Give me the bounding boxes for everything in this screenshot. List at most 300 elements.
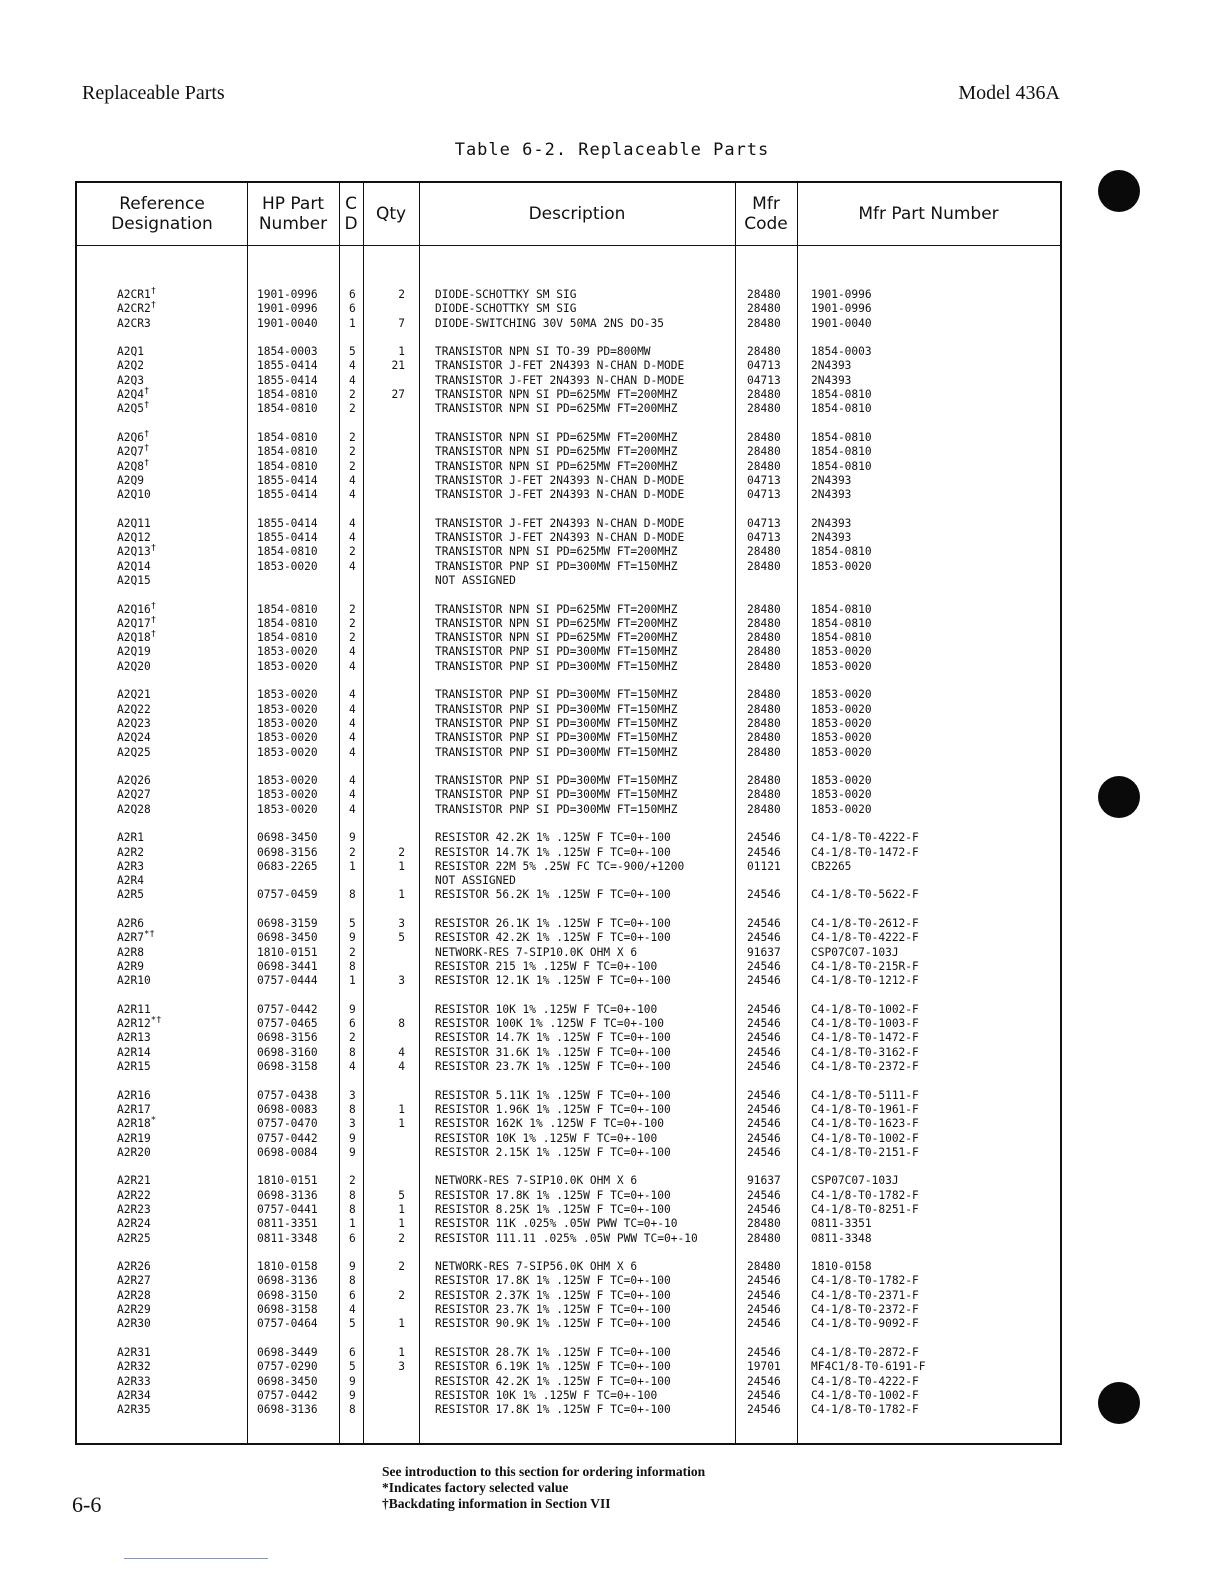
reference-designation-cell: [117, 1360, 151, 1374]
reference-designation-cell: [117, 1346, 151, 1360]
hp-part-number-cell: 1853-0020: [257, 688, 318, 702]
table-row: [77, 1189, 1064, 1203]
hp-part-number-cell: 1854-0810: [257, 459, 318, 473]
mfr-code-cell: 24546: [747, 1045, 781, 1059]
header-rule: [77, 245, 1060, 246]
reference-text: A2Q26: [117, 774, 151, 788]
table-row: [77, 402, 1064, 416]
footnote-mark: †: [143, 386, 150, 397]
reference-designation-cell: [117, 1031, 151, 1045]
hp-part-number-cell: 0698-3136: [257, 1188, 318, 1202]
quantity-cell: 7: [398, 316, 405, 330]
check-digit-cell: 2: [349, 402, 356, 416]
check-digit-cell: 6: [349, 1288, 356, 1302]
check-digit-cell: 2: [349, 845, 356, 859]
mfr-code-cell: 24546: [747, 845, 781, 859]
mfr-code-cell: 24546: [747, 1317, 781, 1331]
table-row: [77, 645, 1064, 659]
hp-part-number-cell: 1855-0414: [257, 473, 318, 487]
mfr-part-number-cell: C4-1/8-T0-5622-F: [811, 888, 919, 902]
hp-part-number-cell: 1854-0810: [257, 545, 318, 559]
reference-designation-cell: [117, 788, 151, 802]
check-digit-cell: 2: [349, 1174, 356, 1188]
description-cell: RESISTOR 1.96K 1% .125W F TC=0+-100: [435, 1102, 671, 1116]
reference-designation-cell: [117, 1375, 151, 1389]
check-digit-cell: 4: [349, 774, 356, 788]
reference-text: A2Q25: [117, 745, 151, 759]
reference-text: A2R4: [117, 874, 144, 888]
footnote-factory-selected: *Indicates factory selected value: [382, 1480, 569, 1495]
mfr-code-cell: 24546: [747, 1017, 781, 1031]
table-row: [77, 1360, 1064, 1374]
quantity-cell: 21: [391, 359, 405, 373]
reference-text: A2Q15: [117, 573, 151, 587]
footnote-mark: †: [150, 629, 157, 640]
reference-text: A2R10: [117, 974, 151, 988]
mfr-code-cell: 91637: [747, 945, 781, 959]
mfr-part-number-cell: 1854-0810: [811, 445, 872, 459]
table-title: Table 6-2. Replaceable Parts: [454, 140, 770, 160]
check-digit-cell: 9: [349, 1374, 356, 1388]
description-cell: RESISTOR 2.15K 1% .125W F TC=0+-100: [435, 1145, 671, 1159]
footnote-mark: †: [150, 600, 157, 611]
reference-text: A2R20: [117, 1145, 151, 1159]
table-row: [77, 545, 1064, 559]
reference-text: A2Q4: [117, 388, 144, 402]
mfr-part-number-cell: C4-1/8-T0-1782-F: [811, 1274, 919, 1288]
reference-designation-cell: [117, 703, 151, 717]
mfr-code-cell: 24546: [747, 1131, 781, 1145]
mfr-code-cell: 28480: [747, 802, 781, 816]
hp-part-number-cell: 0757-0459: [257, 888, 318, 902]
table-row: [77, 388, 1064, 402]
mfr-part-number-cell: 1854-0810: [811, 388, 872, 402]
mfr-code-cell: 28480: [747, 302, 781, 316]
quantity-cell: 1: [398, 1102, 405, 1116]
hp-part-number-cell: 0698-3156: [257, 1031, 318, 1045]
reference-designation-cell: [117, 1274, 151, 1288]
hp-part-number-cell: 1854-0810: [257, 445, 318, 459]
check-digit-cell: 5: [349, 917, 356, 931]
reference-designation-cell: [117, 1174, 151, 1188]
mfr-code-cell: 28480: [747, 345, 781, 359]
quantity-cell: 1: [398, 1117, 405, 1131]
mfr-part-number-cell: 2N4393: [811, 373, 852, 387]
check-digit-cell: 2: [349, 616, 356, 630]
table-row: [77, 746, 1064, 760]
check-digit-cell: 2: [349, 445, 356, 459]
reference-text: A2Q5: [117, 402, 144, 416]
description-cell: RESISTOR 17.8K 1% .125W F TC=0+-100: [435, 1274, 671, 1288]
table-row: [77, 788, 1064, 802]
description-cell: RESISTOR 90.9K 1% .125W F TC=0+-100: [435, 1317, 671, 1331]
check-digit-cell: 4: [349, 788, 356, 802]
mfr-code-cell: 28480: [747, 430, 781, 444]
description-cell: RESISTOR 56.2K 1% .125W F TC=0+-100: [435, 888, 671, 902]
table-row: [77, 946, 1064, 960]
description-cell: TRANSISTOR PNP SI PD=300MW FT=150MHZ: [435, 774, 678, 788]
mfr-code-cell: 28480: [747, 631, 781, 645]
reference-text: A2R28: [117, 1288, 151, 1302]
check-digit-cell: 5: [349, 345, 356, 359]
reference-designation-cell: [117, 831, 144, 845]
description-cell: TRANSISTOR NPN SI PD=625MW FT=200MHZ: [435, 616, 678, 630]
reference-designation-cell: [117, 1017, 162, 1031]
mfr-part-number-cell: C4-1/8-T0-2612-F: [811, 917, 919, 931]
check-digit-cell: 4: [349, 1060, 356, 1074]
table-row: [77, 617, 1064, 631]
hp-part-number-cell: 0698-3136: [257, 1403, 318, 1417]
check-digit-cell: 2: [349, 945, 356, 959]
reference-designation-cell: [117, 1403, 151, 1417]
check-digit-cell: 2: [349, 602, 356, 616]
reference-designation-cell: [117, 574, 151, 588]
hp-part-number-cell: 0757-0438: [257, 1088, 318, 1102]
table-row: [77, 431, 1064, 445]
reference-text: A2Q7: [117, 445, 144, 459]
table-row: [77, 317, 1064, 331]
check-digit-cell: 4: [349, 531, 356, 545]
mfr-part-number-cell: 1854-0003: [811, 345, 872, 359]
hp-part-number-cell: 1901-0040: [257, 316, 318, 330]
table-row: [77, 1089, 1064, 1103]
description-cell: RESISTOR 100K 1% .125W F TC=0+-100: [435, 1017, 665, 1031]
table-row: [77, 531, 1064, 545]
check-digit-cell: 8: [349, 1203, 356, 1216]
reference-designation-cell: [117, 931, 155, 945]
mfr-part-number-cell: C4-1/8-T0-1002-F: [811, 1131, 919, 1145]
description-cell: TRANSISTOR NPN SI TO-39 PD=800MW: [435, 345, 651, 359]
check-digit-cell: 4: [349, 516, 356, 530]
quantity-cell: 4: [398, 1060, 405, 1074]
mfr-part-number-cell: 1853-0020: [811, 645, 872, 659]
reference-designation-cell: [117, 560, 151, 574]
reference-text: A2Q6: [117, 430, 144, 444]
mfr-code-cell: 24546: [747, 1403, 781, 1417]
description-cell: RESISTOR 162K 1% .125W F TC=0+-100: [435, 1117, 665, 1131]
table-row: [77, 917, 1064, 931]
reference-text: A2R2: [117, 845, 144, 859]
footnote-mark: †: [143, 457, 150, 468]
table-row: [77, 846, 1064, 860]
hp-part-number-cell: 1854-0810: [257, 402, 318, 416]
reference-text: A2R27: [117, 1274, 151, 1288]
mfr-code-cell: 28480: [747, 702, 781, 716]
reference-designation-cell: [117, 359, 144, 373]
reference-text: A2CR1: [117, 288, 151, 301]
check-digit-cell: 2: [349, 388, 356, 402]
check-digit-cell: 9: [349, 1131, 356, 1145]
reference-designation-cell: [117, 1317, 151, 1331]
reference-designation-cell: [117, 1389, 151, 1403]
table-row: [77, 457, 1064, 474]
mfr-code-cell: 28480: [747, 688, 781, 702]
mfr-part-number-cell: C4-1/8-T0-9092-F: [811, 1317, 919, 1331]
reference-text: A2R17: [117, 1102, 151, 1116]
mfr-code-cell: 28480: [747, 445, 781, 459]
mfr-part-number-cell: C4-1/8-T0-1623-F: [811, 1117, 919, 1131]
table-row: [77, 1274, 1064, 1288]
quantity-cell: 1: [398, 1345, 405, 1359]
description-cell: RESISTOR 17.8K 1% .125W F TC=0+-100: [435, 1403, 671, 1417]
footnote-mark: †: [150, 543, 157, 554]
description-cell: RESISTOR 215 1% .125W F TC=0+-100: [435, 959, 658, 973]
check-digit-cell: 9: [349, 1260, 356, 1274]
description-cell: TRANSISTOR J-FET 2N4393 N-CHAN D-MODE: [435, 359, 685, 373]
table-row: [77, 474, 1064, 488]
quantity-cell: 5: [398, 931, 405, 945]
reference-text: A2R22: [117, 1188, 151, 1202]
table-row: [77, 1146, 1064, 1160]
table-row: [77, 703, 1064, 717]
reference-text: A2R26: [117, 1260, 151, 1274]
reference-designation-cell: [117, 317, 151, 331]
description-cell: TRANSISTOR J-FET 2N4393 N-CHAN D-MODE: [435, 531, 685, 545]
table-row: [77, 1031, 1064, 1045]
hp-part-number-cell: 0757-0442: [257, 1002, 318, 1016]
reference-designation-cell: [117, 888, 144, 902]
mfr-code-cell: 28480: [747, 1260, 781, 1274]
mfr-part-number-cell: 1854-0810: [811, 545, 872, 559]
quantity-cell: 8: [398, 1017, 405, 1031]
mfr-code-cell: 24546: [747, 1203, 781, 1216]
description-cell: RESISTOR 22M 5% .25W FC TC=-900/+1200: [435, 859, 685, 873]
reference-text: A2R5: [117, 888, 144, 902]
description-cell: RESISTOR 10K 1% .125W F TC=0+-100: [435, 1131, 658, 1145]
table-row: [77, 1217, 1064, 1231]
quantity-cell: 1: [398, 888, 405, 902]
reference-designation-cell: [117, 717, 151, 731]
quantity-cell: 1: [398, 345, 405, 359]
mfr-part-number-cell: C4-1/8-T0-2372-F: [811, 1060, 919, 1074]
mfr-part-number-cell: C4-1/8-T0-2872-F: [811, 1345, 919, 1359]
reference-designation-cell: [117, 860, 144, 874]
hp-part-number-cell: 0698-3158: [257, 1060, 318, 1074]
running-header-left: Replaceable Parts: [82, 82, 225, 104]
reference-text: A2R14: [117, 1045, 151, 1059]
reference-text: A2R31: [117, 1345, 151, 1359]
reference-text: A2Q1: [117, 345, 144, 359]
hp-part-number-cell: 0811-3348: [257, 1231, 318, 1245]
mfr-part-number-cell: 1810-0158: [811, 1260, 872, 1274]
mfr-code-cell: 28480: [747, 616, 781, 630]
description-cell: TRANSISTOR PNP SI PD=300MW FT=150MHZ: [435, 659, 678, 673]
description-cell: TRANSISTOR NPN SI PD=625MW FT=200MHZ: [435, 430, 678, 444]
table-row: [77, 517, 1064, 531]
check-digit-cell: 4: [349, 688, 356, 702]
reference-text: A2Q24: [117, 731, 151, 745]
hp-part-number-cell: 1854-0810: [257, 616, 318, 630]
hp-part-number-cell: 0698-3441: [257, 959, 318, 973]
mfr-code-cell: 28480: [747, 716, 781, 730]
hp-part-number-cell: 1901-0996: [257, 302, 318, 316]
mfr-part-number-cell: 1901-0996: [811, 288, 872, 301]
mfr-code-cell: 24546: [747, 917, 781, 931]
hp-part-number-cell: 0757-0470: [257, 1117, 318, 1131]
hp-part-number-cell: 0698-0083: [257, 1102, 318, 1116]
mfr-part-number-cell: 2N4393: [811, 488, 852, 502]
reference-designation-cell: [117, 457, 150, 474]
hp-part-number-cell: 1854-0810: [257, 388, 318, 402]
description-cell: RESISTOR 10K 1% .125W F TC=0+-100: [435, 1002, 658, 1016]
check-digit-cell: 6: [349, 1017, 356, 1031]
reference-text: A2R24: [117, 1217, 151, 1231]
reference-designation-cell: [117, 488, 151, 502]
reference-text: A2R3: [117, 859, 144, 873]
mfr-part-number-cell: 1853-0020: [811, 659, 872, 673]
table-row: [77, 860, 1064, 874]
reference-designation-cell: [117, 545, 156, 559]
mfr-code-cell: 04713: [747, 359, 781, 373]
hp-part-number-cell: 0757-0290: [257, 1360, 318, 1374]
check-digit-cell: 8: [349, 1403, 356, 1417]
mfr-part-number-cell: 1853-0020: [811, 702, 872, 716]
description-cell: RESISTOR 26.1K 1% .125W F TC=0+-100: [435, 917, 671, 931]
table-row: [77, 359, 1064, 373]
mfr-code-cell: 04713: [747, 373, 781, 387]
reference-text: A2R21: [117, 1174, 151, 1188]
mfr-code-cell: 28480: [747, 559, 781, 573]
hp-part-number-cell: 1854-0003: [257, 345, 318, 359]
check-digit-cell: 1: [349, 1217, 356, 1231]
mfr-part-number-cell: 1901-0996: [811, 302, 872, 316]
mfr-part-number-cell: 2N4393: [811, 473, 852, 487]
mfr-code-cell: 28480: [747, 731, 781, 745]
description-cell: TRANSISTOR PNP SI PD=300MW FT=150MHZ: [435, 702, 678, 716]
mfr-part-number-cell: 1854-0810: [811, 402, 872, 416]
reference-designation-cell: [117, 974, 151, 988]
table-row: [77, 960, 1064, 974]
quantity-cell: 2: [398, 1260, 405, 1274]
reference-designation-cell: [117, 1146, 151, 1160]
reference-text: A2Q9: [117, 473, 144, 487]
description-cell: RESISTOR 12.1K 1% .125W F TC=0+-100: [435, 974, 671, 988]
mfr-part-number-cell: C4-1/8-T0-1212-F: [811, 974, 919, 988]
check-digit-cell: 6: [349, 1231, 356, 1245]
check-digit-cell: 1: [349, 859, 356, 873]
reference-text: A2R7: [117, 931, 144, 945]
check-digit-cell: 4: [349, 659, 356, 673]
check-digit-cell: 4: [349, 645, 356, 659]
check-digit-cell: 8: [349, 888, 356, 902]
quantity-cell: 3: [398, 1360, 405, 1374]
hp-part-number-cell: 1853-0020: [257, 559, 318, 573]
quantity-cell: 2: [398, 1288, 405, 1302]
table-row: [77, 488, 1064, 502]
description-cell: TRANSISTOR NPN SI PD=625MW FT=200MHZ: [435, 459, 678, 473]
table-row: [77, 688, 1064, 702]
table-row: [77, 600, 1064, 617]
table-row: [77, 1017, 1064, 1031]
description-cell: RESISTOR 6.19K 1% .125W F TC=0+-100: [435, 1360, 671, 1374]
mfr-part-number-cell: C4-1/8-T0-215R-F: [811, 959, 919, 973]
reference-designation-cell: [117, 345, 144, 359]
check-digit-cell: 8: [349, 1188, 356, 1202]
mfr-code-cell: 24546: [747, 1060, 781, 1074]
check-digit-cell: 2: [349, 1031, 356, 1045]
mfr-code-cell: 04713: [747, 531, 781, 545]
table-row: [77, 974, 1064, 988]
description-cell: TRANSISTOR J-FET 2N4393 N-CHAN D-MODE: [435, 488, 685, 502]
description-cell: TRANSISTOR PNP SI PD=300MW FT=150MHZ: [435, 788, 678, 802]
reference-designation-cell: [117, 731, 151, 745]
quantity-cell: 1: [398, 1317, 405, 1331]
reference-text: A2Q3: [117, 373, 144, 387]
check-digit-cell: 4: [349, 473, 356, 487]
reference-designation-cell: [117, 960, 144, 974]
binder-hole: [1098, 776, 1140, 818]
hp-part-number-cell: 1855-0414: [257, 373, 318, 387]
reference-designation-cell: [117, 374, 144, 388]
hp-part-number-cell: 0698-3159: [257, 917, 318, 931]
check-digit-cell: 2: [349, 631, 356, 645]
mfr-code-cell: 24546: [747, 959, 781, 973]
mfr-code-cell: 24546: [747, 1345, 781, 1359]
hp-part-number-cell: 0757-0442: [257, 1131, 318, 1145]
check-digit-cell: 3: [349, 1117, 356, 1131]
table-row: [77, 731, 1064, 745]
reference-text: A2Q2: [117, 359, 144, 373]
reference-designation-cell: [117, 1117, 156, 1131]
quantity-cell: 1: [398, 859, 405, 873]
mfr-part-number-cell: C4-1/8-T0-4222-F: [811, 831, 919, 845]
description-cell: RESISTOR 17.8K 1% .125W F TC=0+-100: [435, 1188, 671, 1202]
table-row: [77, 1060, 1064, 1074]
mfr-part-number-cell: C4-1/8-T0-3162-F: [811, 1045, 919, 1059]
hp-part-number-cell: 0698-3160: [257, 1045, 318, 1059]
mfr-part-number-cell: 1853-0020: [811, 716, 872, 730]
mfr-code-cell: 28480: [747, 788, 781, 802]
reference-text: A2Q12: [117, 531, 151, 545]
mfr-part-number-cell: 1901-0040: [811, 316, 872, 330]
mfr-code-cell: 24546: [747, 1102, 781, 1116]
scan-edge-line: [124, 1558, 268, 1559]
footnote-mark: *†: [143, 929, 155, 940]
reference-designation-cell: [117, 1132, 151, 1146]
reference-text: A2Q19: [117, 645, 151, 659]
mfr-code-cell: 04713: [747, 516, 781, 530]
table-row: [77, 774, 1064, 788]
check-digit-cell: 6: [349, 302, 356, 316]
mfr-code-cell: 24546: [747, 1188, 781, 1202]
mfr-part-number-cell: 1853-0020: [811, 774, 872, 788]
hp-part-number-cell: 1853-0020: [257, 731, 318, 745]
reference-designation-cell: [117, 402, 149, 416]
description-cell: TRANSISTOR PNP SI PD=300MW FT=150MHZ: [435, 731, 678, 745]
description-cell: NETWORK-RES 7-SIP56.0K OHM X 6: [435, 1260, 638, 1274]
mfr-part-number-cell: 1853-0020: [811, 802, 872, 816]
col-header-mfr-code: Mfr Code: [744, 194, 788, 234]
mfr-code-cell: 24546: [747, 1288, 781, 1302]
reference-text: A2R1: [117, 831, 144, 845]
check-digit-cell: 4: [349, 745, 356, 759]
reference-text: A2Q27: [117, 788, 151, 802]
description-cell: RESISTOR 14.7K 1% .125W F TC=0+-100: [435, 1031, 671, 1045]
description-cell: RESISTOR 8.25K 1% .125W F TC=0+-100: [435, 1203, 671, 1216]
check-digit-cell: 4: [349, 716, 356, 730]
reference-designation-cell: [117, 302, 156, 316]
footnote-mark: *†: [150, 1015, 162, 1026]
table-row: [77, 1289, 1064, 1303]
reference-text: A2R34: [117, 1388, 151, 1402]
table-row: [77, 717, 1064, 731]
reference-text: A2Q8: [117, 459, 144, 473]
reference-designation-cell: [117, 688, 151, 702]
mfr-code-cell: 24546: [747, 1145, 781, 1159]
mfr-code-cell: 24546: [747, 1088, 781, 1102]
footnote-mark: †: [150, 286, 157, 297]
table-row: [77, 574, 1064, 588]
